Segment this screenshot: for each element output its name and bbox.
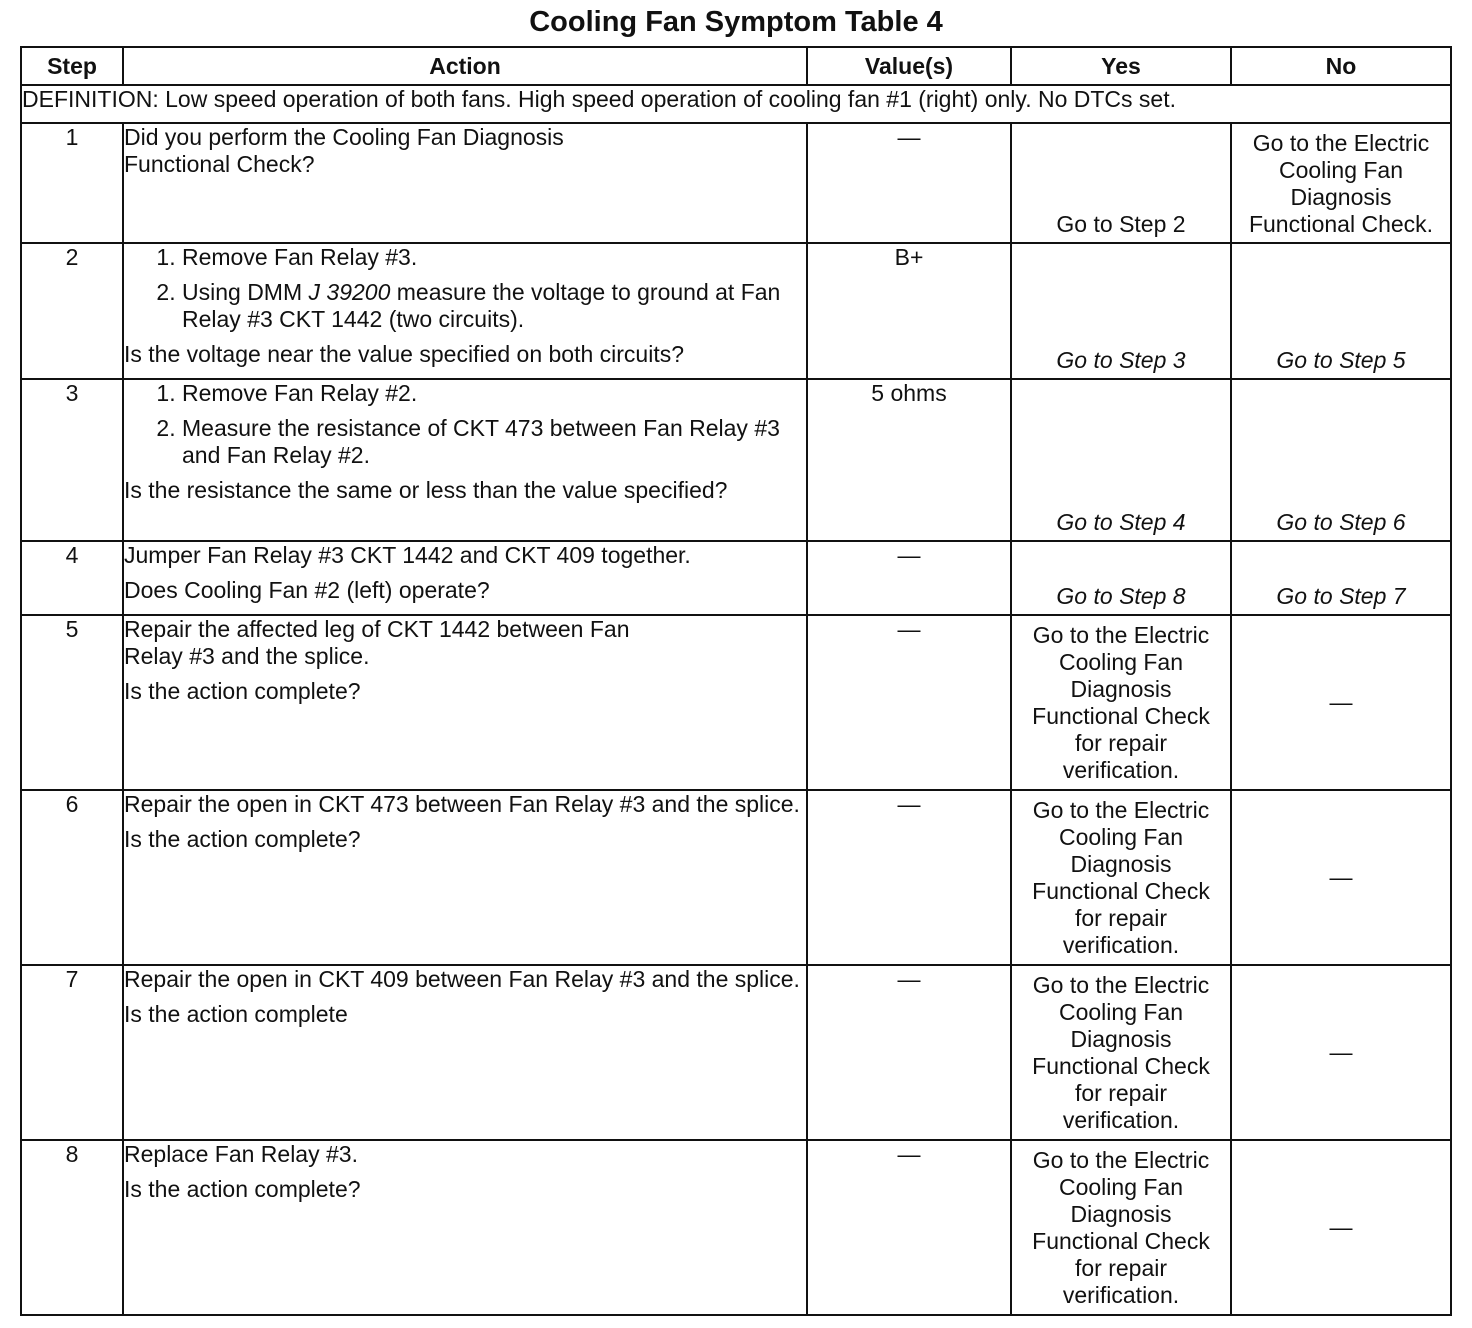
action-question: Does Cooling Fan #2 (left) operate? <box>124 577 490 603</box>
no-cell: — <box>1231 615 1451 790</box>
table-row <box>21 790 1451 965</box>
header-action: Action <box>123 47 807 85</box>
step-number: 8 <box>21 1140 123 1315</box>
action-question: Is the voltage near the value specified on both circuits? <box>124 341 685 367</box>
action-cell <box>123 1140 807 1315</box>
no-cell: — <box>1231 1140 1451 1315</box>
step-number: 3 <box>21 379 123 541</box>
table-row <box>21 1140 1451 1315</box>
yes-cell: Go to Step 8 <box>1011 541 1231 615</box>
step-number: 5 <box>21 615 123 790</box>
action-cell <box>123 123 807 243</box>
action-question: Is the action complete? <box>124 1176 361 1202</box>
value-cell: — <box>807 541 1011 615</box>
yes-cell <box>1011 965 1231 1140</box>
action-cell <box>123 243 807 379</box>
step-number: 1 <box>21 123 123 243</box>
table-row <box>21 123 1451 243</box>
table-row <box>21 965 1451 1140</box>
action-cell <box>123 790 807 965</box>
table-title: Cooling Fan Symptom Table 4 <box>529 6 943 38</box>
value-cell: 5 ohms <box>807 379 1011 541</box>
list-item-text: Using DMM <box>182 279 303 305</box>
yes-text: Go to the Electric Cooling Fan Diagnosis Functional Check for repair verification. <box>1032 621 1210 783</box>
yes-cell: Go to Step 2 <box>1011 123 1231 243</box>
action-cell <box>123 379 807 541</box>
definition-text: DEFINITION: Low speed operation of both fans. High speed operation of cooling fan #1 (right) only. No DTCs set. <box>21 85 1451 123</box>
tool-number: J 39200 <box>308 279 391 305</box>
action-question: Is the resistance the same or less than the value specified? <box>124 477 728 503</box>
action-text: Repair the affected leg of CKT 1442 between Fan Relay #3 and the splice. <box>124 616 630 669</box>
action-cell <box>123 541 807 615</box>
yes-text: Go to the Electric Cooling Fan Diagnosis Functional Check for repair verification. <box>1032 796 1210 958</box>
action-list-item: 1. Remove Fan Relay #2. <box>182 380 806 407</box>
yes-cell <box>1011 1140 1231 1315</box>
definition-row <box>21 85 1451 123</box>
header-step: Step <box>21 47 123 85</box>
action-list-item: 2. Measure the resistance of CKT 473 between Fan Relay #3 and Fan Relay #2. <box>182 415 806 469</box>
no-cell: Go to Step 6 <box>1231 379 1451 541</box>
yes-cell: Go to Step 4 <box>1011 379 1231 541</box>
value-cell: — <box>807 615 1011 790</box>
action-cell <box>123 965 807 1140</box>
header-yes: Yes <box>1011 47 1231 85</box>
list-item-text: measure the voltage to ground at Fan Relay #3 CKT 1442 (two circuits). <box>182 279 781 332</box>
action-question: Is the action complete <box>124 1001 348 1027</box>
action-text: Replace Fan Relay #3. <box>124 1141 358 1167</box>
step-number: 4 <box>21 541 123 615</box>
header-row <box>21 47 1451 85</box>
action-text: Repair the open in CKT 409 between Fan Relay #3 and the splice. <box>124 966 800 992</box>
table-row <box>21 379 1451 541</box>
table-row <box>21 541 1451 615</box>
header-values: Value(s) <box>807 47 1011 85</box>
table-row <box>21 615 1451 790</box>
no-cell: — <box>1231 790 1451 965</box>
value-cell: — <box>807 965 1011 1140</box>
value-cell: — <box>807 790 1011 965</box>
step-number: 7 <box>21 965 123 1140</box>
step-number: 2 <box>21 243 123 379</box>
action-text: Did you perform the Cooling Fan Diagnosis Functional Check? <box>124 124 564 177</box>
yes-cell: Go to Step 3 <box>1011 243 1231 379</box>
action-list-item: 1. Remove Fan Relay #3. <box>182 244 806 271</box>
action-text: Jumper Fan Relay #3 CKT 1442 and CKT 409 together. <box>124 542 691 568</box>
action-question: Is the action complete? <box>124 678 361 704</box>
action-text: Repair the open in CKT 473 between Fan Relay #3 and the splice. <box>124 791 800 817</box>
no-text: Go to the Electric Cooling Fan Diagnosis Functional Check. <box>1248 130 1434 237</box>
action-list-item <box>182 279 806 333</box>
action-question: Is the action complete? <box>124 826 361 852</box>
value-cell: — <box>807 123 1011 243</box>
header-no: No <box>1231 47 1451 85</box>
no-cell <box>1231 123 1451 243</box>
value-cell: B+ <box>807 243 1011 379</box>
no-cell: — <box>1231 965 1451 1140</box>
yes-text: Go to the Electric Cooling Fan Diagnosis Functional Check for repair verification. <box>1032 971 1210 1133</box>
step-number: 6 <box>21 790 123 965</box>
action-cell <box>123 615 807 790</box>
value-cell: — <box>807 1140 1011 1315</box>
yes-cell <box>1011 790 1231 965</box>
yes-cell <box>1011 615 1231 790</box>
table-row <box>21 243 1451 379</box>
symptom-table <box>20 46 1452 1316</box>
no-cell: Go to Step 5 <box>1231 243 1451 379</box>
yes-text: Go to the Electric Cooling Fan Diagnosis Functional Check for repair verification. <box>1032 1146 1210 1308</box>
no-cell: Go to Step 7 <box>1231 541 1451 615</box>
